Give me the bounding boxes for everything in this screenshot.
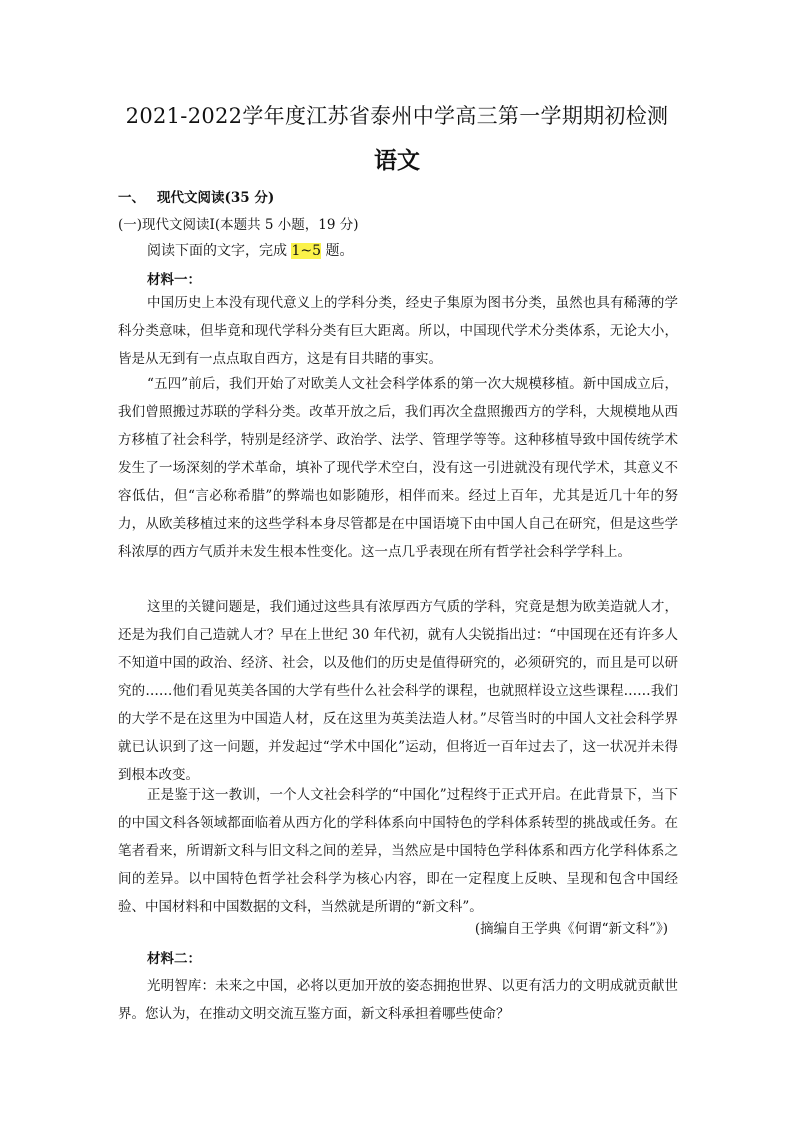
instruction-text-after: 题。	[321, 243, 354, 259]
subject-title: 语文	[374, 147, 420, 174]
material-2-label: 材料二：	[147, 951, 201, 967]
material-1-paragraph: 中国历史上本没有现代意义上的学科分类，经史子集原为图书分类，虽然也具有稀薄的学科分类意味，但毕竟和现代学科分类有巨大距离。所以，中国现代学术分类体系，无论大小，皆是从无到有一点点取自西方，这是有目共睹的事实。	[118, 295, 678, 367]
material-2-paragraph: 光明智库：未来之中国，必将以更加开放的姿态拥抱世界、以更有活力的文明成就贡献世界。您认为，在推动文明交流互鉴方面，新文科承担着哪些使命？	[118, 978, 678, 1022]
material-1-source: (摘编自王学典《何谓“新文科”》)	[474, 921, 668, 937]
reading-instruction	[147, 240, 353, 260]
section-heading-1	[118, 186, 274, 206]
material-1-label: 材料一：	[147, 272, 201, 288]
exam-title: 2021-2022学年度江苏省泰州中学高三第一学期期初检测	[125, 104, 669, 128]
material-1-paragraph: “五四”前后，我们开始了对欧美人文社会科学体系的第一次大规模移植。新中国成立后，我们曾照搬过苏联的学科分类。改革开放之后，我们再次全盘照搬西方的学科，大规模地从西方移植了社会科学，特别是经济学、政治学、法学、管理学等等。这种移植导致中国传统学术发生了一场深刻的学术革命，填补了现代学术空白，没有这一引进就没有现代学术，其意义不容低估，但“言必称希腊”的弊端也如影随形，相伴而来。经过上百年，尤其是近几十年的努力，从欧美移植过来的这些学科本身尽管都是在中国语境下由中国人自己在研究，但是这些学科浓厚的西方气质并未发生根本性变化。这一点几乎表现在所有哲学社会科学学科上。	[118, 376, 678, 560]
highlighted-question-range: 1~5	[291, 243, 321, 259]
material-1-paragraph: 正是鉴于这一教训，一个人文社会科学的“中国化”过程终于正式开启。在此背景下，当下的中国文科各领域都面临着从西方化的学科体系向中国特色的学科体系转型的挑战或任务。在笔者看来，所谓新文科与旧文科之间的差异，当然应是中国特色学科体系和西方化学科体系之间的差异。以中国特色哲学社会科学为核心内容，即在一定程度上反映、呈现和包含中国经验、中国材料和中国数据的文科，当然就是所谓的“新文科”。	[118, 787, 678, 915]
section-label: 现代文阅读(35 分)	[157, 190, 275, 206]
material-1-paragraph: 这里的关键问题是，我们通过这些具有浓厚西方气质的学科，究竟是想为欧美造就人才，还是为我们自己造就人才？早在上世纪 30 年代初，就有人尖锐指出过：“中国现在还有许多人不知道中国的政治、经济、社会，以及他们的历史是值得研究的，必须研究的，而且是可以研究的……他们看见英美各国的大学有些什么社会科学的课程，也就照样设立这些课程……我们的大学不是在这里为中国造人材，反在这里为英美法造人材。”尽管当时的中国人文社会科学界就已认识到了这一问题，并发起过“学术中国化”运动，但将近一百年过去了，这一状况并未得到根本改变。	[118, 599, 678, 783]
subsection-heading: (一)现代文阅读Ⅰ(本题共 5 小题，19 分)	[118, 217, 359, 233]
section-number: 一、	[118, 190, 145, 206]
instruction-text-before: 阅读下面的文字，完成	[147, 243, 292, 259]
